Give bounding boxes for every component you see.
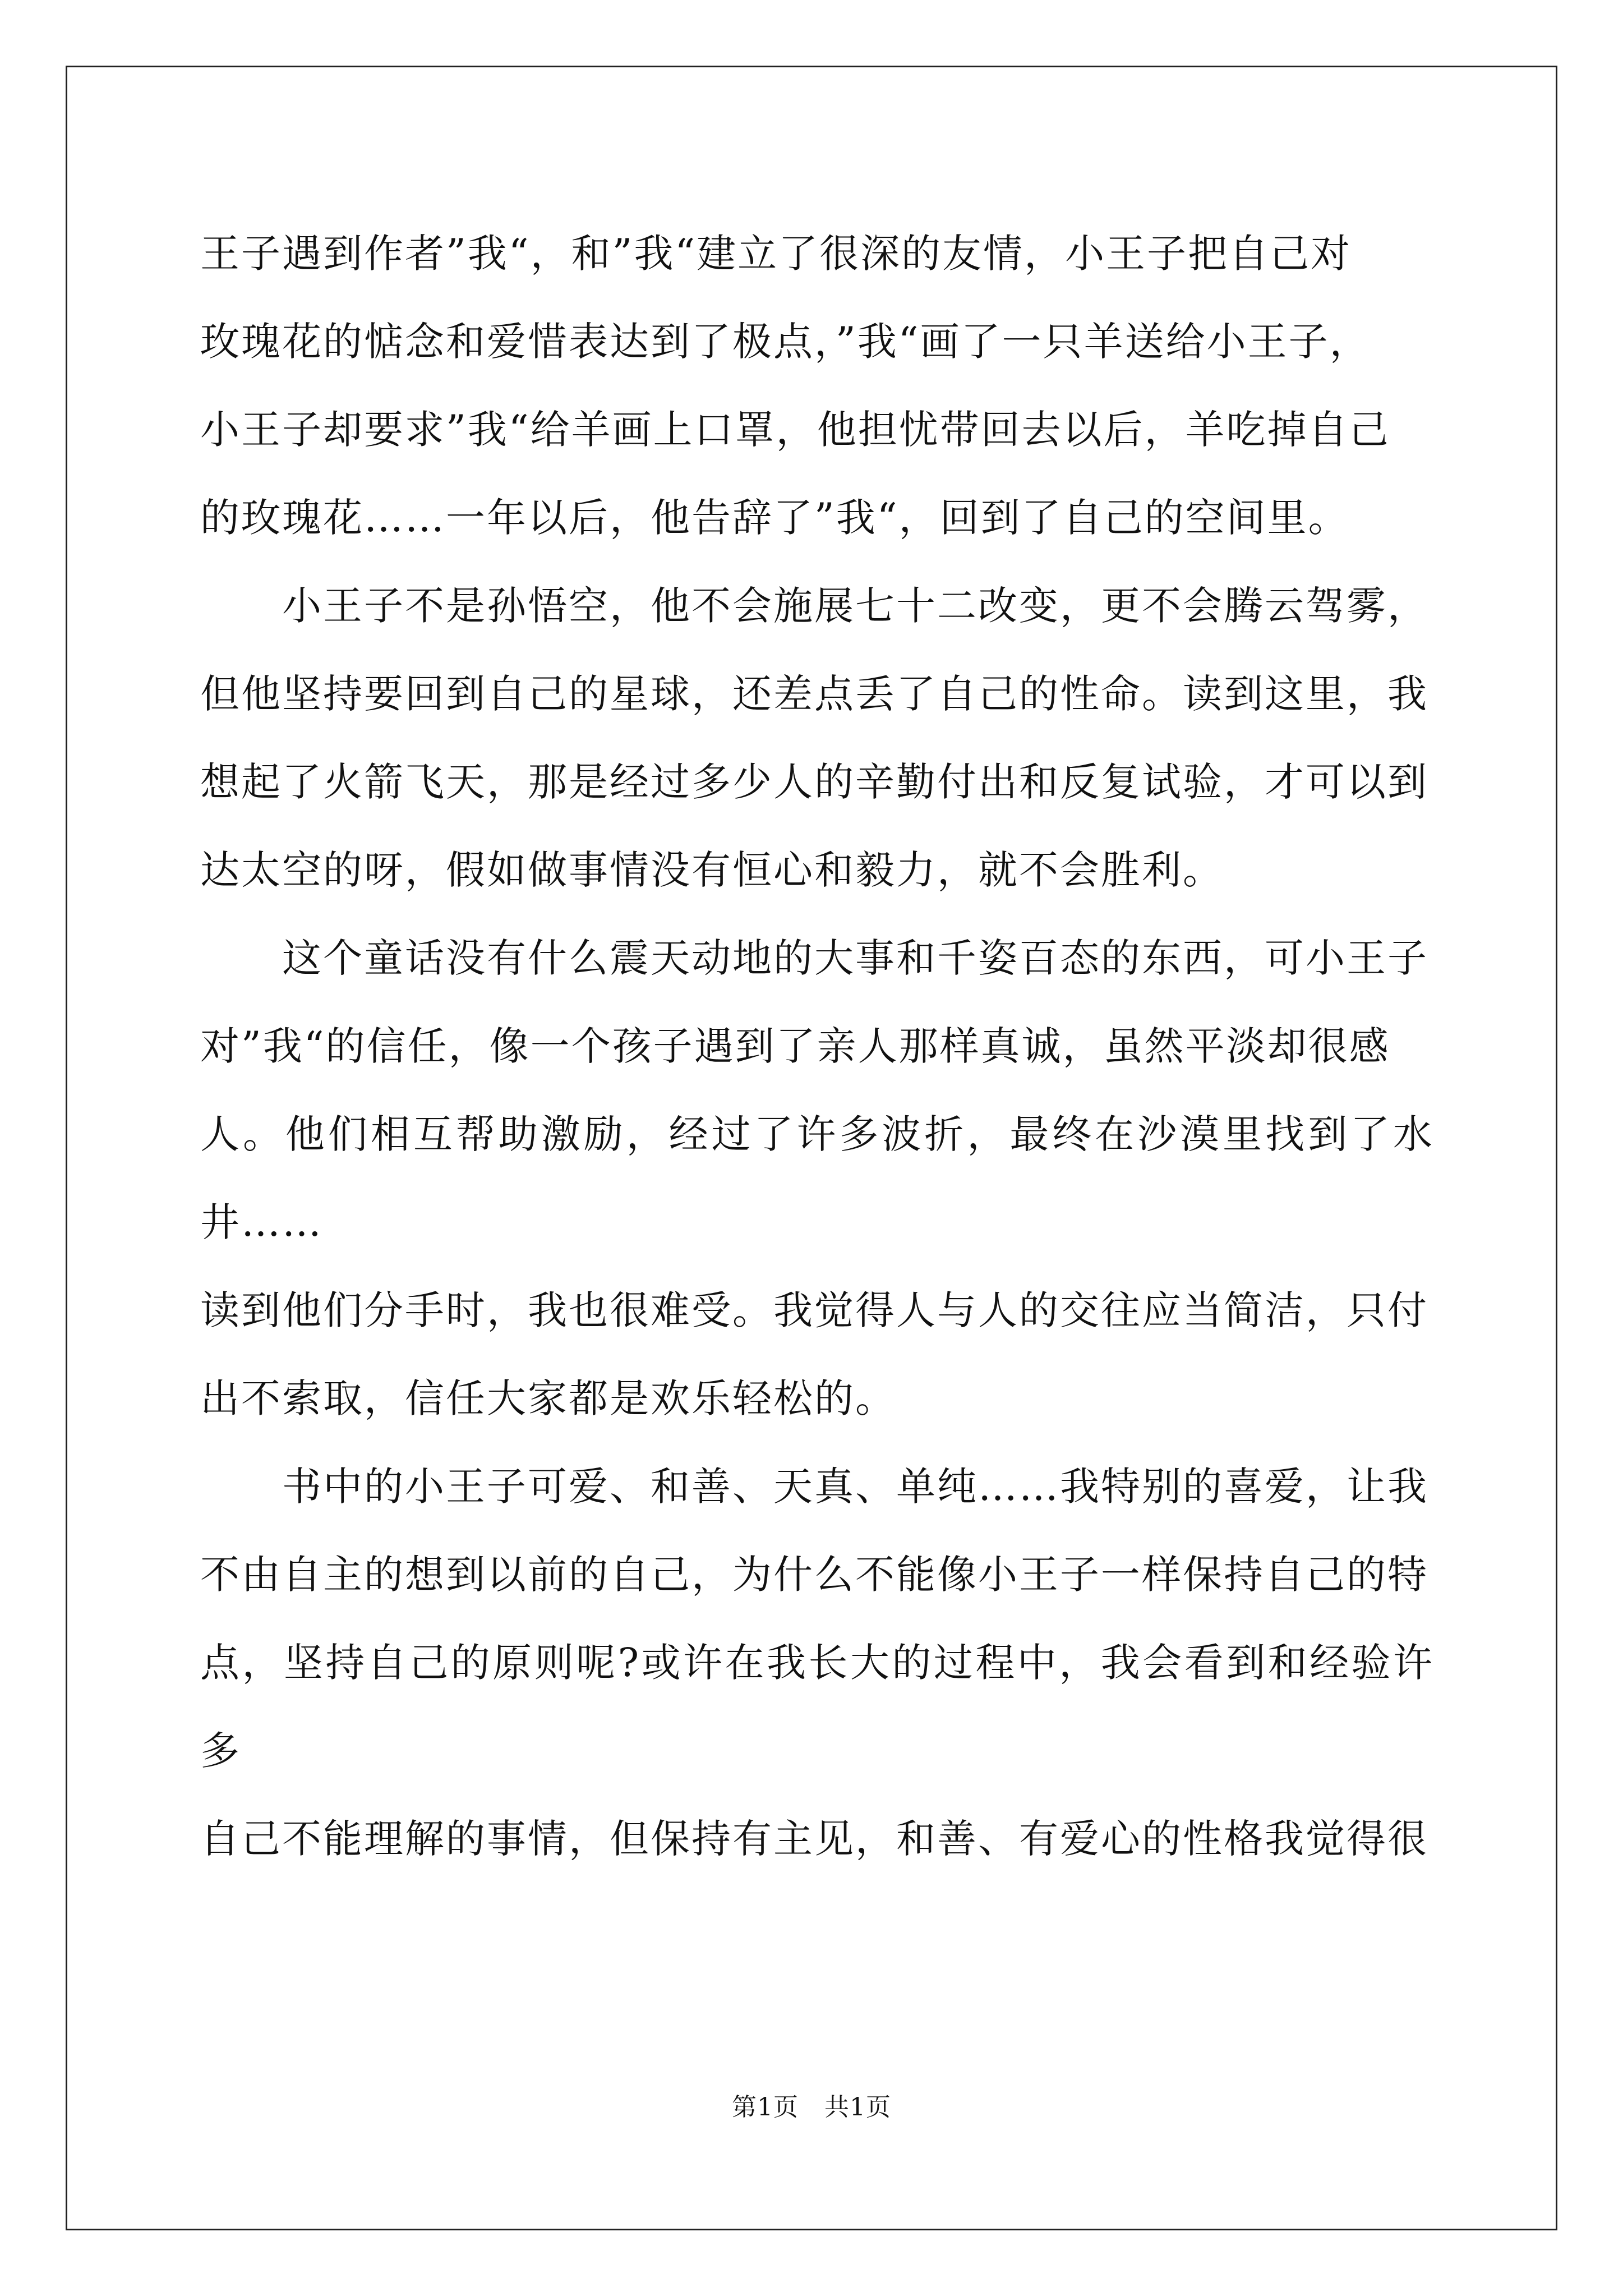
paragraph-line: 达太空的呀，假如做事情没有恒心和毅力，就不会胜利。	[200, 847, 1224, 893]
page-number: 第1页	[732, 2093, 799, 2122]
paragraph-line: 想起了火箭飞天，那是经过多少人的辛勤付出和反复试验，才可以到	[200, 759, 1428, 805]
paragraph-4	[200, 1443, 1434, 1883]
paragraph-line: 书中的小王子可爱、和善、天真、单纯……我特别的喜爱，让我	[282, 1464, 1428, 1510]
paragraph-line: 对”我“的信任，像一个孩子遇到了亲人那样真诚，虽然平淡却很感	[200, 1023, 1390, 1069]
paragraph-line: 出不索取，信任大家都是欢乐轻松的。	[200, 1375, 896, 1421]
page-footer	[0, 2091, 1623, 2124]
paragraph-line: 的玫瑰花……一年以后，他告辞了”我“，回到了自己的空间里。	[200, 495, 1349, 541]
paragraph-1	[200, 210, 1434, 562]
document-body	[200, 210, 1434, 1883]
paragraph-line: 玫瑰花的惦念和爱惜表达到了极点，”我“画了一只羊送给小王子，	[200, 319, 1371, 365]
paragraph-2	[200, 562, 1434, 914]
paragraph-line: 人。他们相互帮助激励，经过了许多波折，最终在沙漠里找到了水井……	[200, 1111, 1434, 1245]
paragraph-3	[200, 914, 1434, 1443]
paragraph-line: 点，坚持自己的原则呢?或许在我长大的过程中，我会看到和经验许多	[200, 1640, 1434, 1774]
paragraph-line: 王子遇到作者”我“，和”我“建立了很深的友情，小王子把自己对	[200, 231, 1352, 277]
page-total: 共1页	[824, 2093, 891, 2122]
paragraph-line: 小王子不是孙悟空，他不会施展七十二改变，更不会腾云驾雾，	[282, 583, 1428, 629]
paragraph-line: 但他坚持要回到自己的星球，还差点丢了自己的性命。读到这里，我	[200, 671, 1428, 717]
paragraph-line: 不由自主的想到以前的自己，为什么不能像小王子一样保持自己的特	[200, 1552, 1428, 1598]
paragraph-line: 读到他们分手时，我也很难受。我觉得人与人的交往应当简洁，只付	[200, 1287, 1428, 1333]
paragraph-line: 小王子却要求”我“给羊画上口罩，他担忧带回去以后，羊吃掉自己	[200, 407, 1390, 453]
paragraph-line: 自己不能理解的事情，但保持有主见，和善、有爱心的性格我觉得很	[200, 1816, 1428, 1862]
paragraph-line: 这个童话没有什么震天动地的大事和千姿百态的东西，可小王子	[282, 935, 1428, 981]
